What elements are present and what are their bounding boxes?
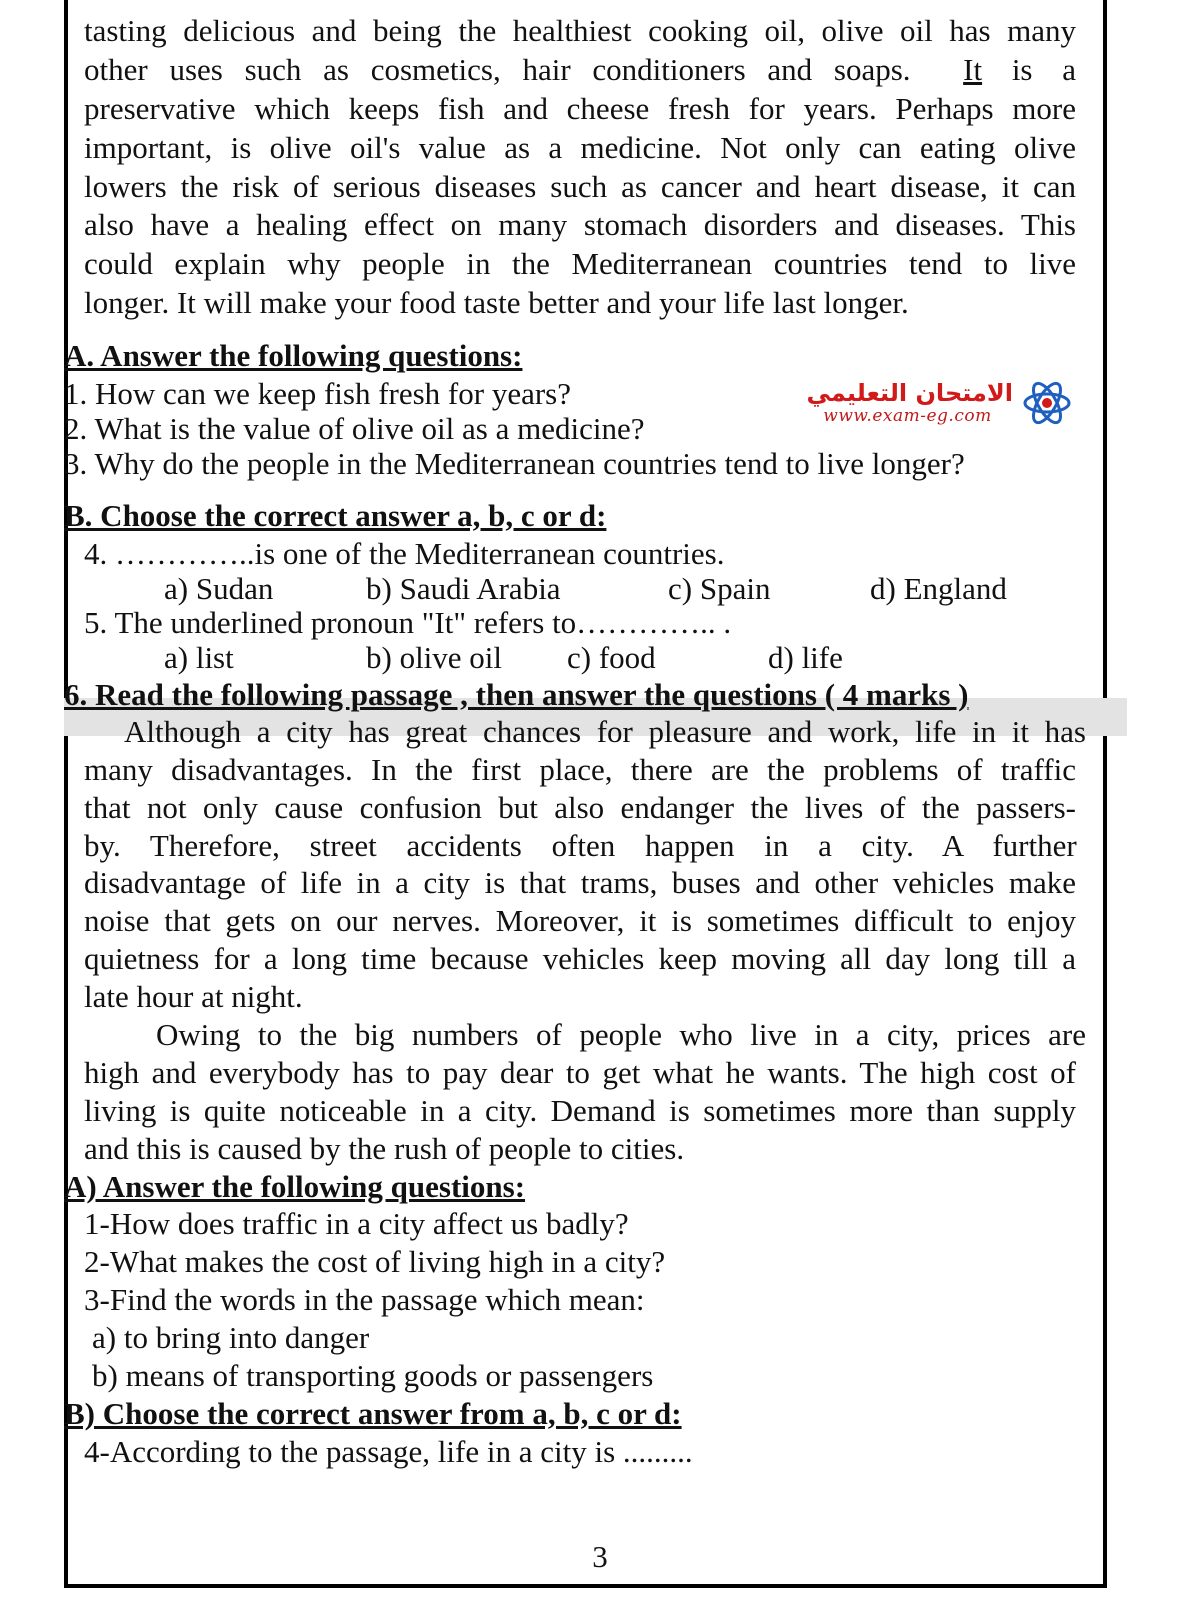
q4-option-b: b) Saudi Arabia xyxy=(366,571,561,606)
logo-arabic-text: الامتحان التعليمي xyxy=(806,379,1013,407)
q4-option-d: d) England xyxy=(870,571,1007,606)
passage-line-start: other uses such as cosmetics, hair conditioners and soaps. xyxy=(84,52,911,87)
passage-line: also have a healing effect on many stomach disorders and diseases. This xyxy=(84,207,1076,242)
passage-line-tail: is a xyxy=(1011,52,1076,87)
passage-line: lowers the risk of serious diseases such as cancer and heart disease, it can xyxy=(84,169,1076,204)
q5-option-b: b) olive oil xyxy=(366,640,503,675)
section-6a-item: b) means of transporting goods or passengers xyxy=(92,1358,654,1393)
logo-url-text: www.exam-eg.com xyxy=(823,406,992,426)
question-5: 5. The underlined pronoun "It" refers to………….. . xyxy=(84,605,732,640)
passage-line: Owing to the big numbers of people who live in a city, prices are xyxy=(156,1017,1086,1052)
section-6a-heading: A) Answer the following questions: xyxy=(64,1169,526,1204)
question-4: 4. …………..is one of the Mediterranean countries. xyxy=(84,536,725,571)
passage-line: important, is olive oil's value as a medicine. Not only can eating olive xyxy=(84,130,1076,165)
passage-line: by. Therefore, street accidents often happen in a city. A further xyxy=(84,828,1077,863)
passage-line: tasting delicious and being the healthiest cooking oil, olive oil has many xyxy=(84,13,1076,48)
passage-line: quietness for a long time because vehicles keep moving all day long till a xyxy=(84,941,1076,976)
page-number: 3 xyxy=(592,1539,608,1574)
question-3: 3. Why do the people in the Mediterranean countries tend to live longer? xyxy=(64,446,965,481)
section-6b-question-4: 4-According to the passage, life in a city is ......... xyxy=(84,1434,693,1469)
passage-line: late hour at night. xyxy=(84,979,303,1014)
passage-line: disadvantage of life in a city is that trams, buses and other vehicles make xyxy=(84,865,1076,900)
atom-logo-icon xyxy=(1022,378,1072,428)
section-6-heading: 6. Read the following passage , then answer the questions ( 4 marks ) xyxy=(64,677,969,712)
section-b-heading: B. Choose the correct answer a, b, c or d: xyxy=(64,498,607,533)
passage-line: living is quite noticeable in a city. Demand is sometimes more than supply xyxy=(84,1093,1076,1128)
passage-line: Although a city has great chances for pleasure and work, life in it has xyxy=(124,714,1086,749)
passage-line: preservative which keeps fish and cheese fresh for years. Perhaps more xyxy=(84,91,1076,126)
site-logo xyxy=(798,378,1078,436)
passage-line: noise that gets on our nerves. Moreover, it is sometimes difficult to enjoy xyxy=(84,903,1076,938)
passage-line: and this is caused by the rush of people to cities. xyxy=(84,1131,685,1166)
passage-line-end xyxy=(963,51,1076,89)
passage-line: could explain why people in the Mediterranean countries tend to live xyxy=(84,246,1076,281)
section-6b-heading: B) Choose the correct answer from a, b, c or d: xyxy=(64,1396,682,1431)
section-6a-item: 1-How does traffic in a city affect us badly? xyxy=(84,1206,629,1241)
section-6a-item: a) to bring into danger xyxy=(92,1320,370,1355)
q5-option-a: a) list xyxy=(164,640,234,675)
passage-line xyxy=(84,51,1076,89)
question-1: 1. How can we keep fish fresh for years? xyxy=(64,376,571,411)
section-6a-item: 2-What makes the cost of living high in a city? xyxy=(84,1244,666,1279)
section-a-heading: A. Answer the following questions: xyxy=(64,338,523,373)
passage-line: longer. It will make your food taste better and your life last longer. xyxy=(84,285,909,320)
q5-option-c: c) food xyxy=(567,640,656,675)
underlined-pronoun: It xyxy=(963,52,983,87)
passage-line: high and everybody has to pay dear to get what he wants. The high cost of xyxy=(84,1055,1076,1090)
question-2: 2. What is the value of olive oil as a medicine? xyxy=(64,411,645,446)
passage-line: that not only cause confusion but also endanger the lives of the passers- xyxy=(84,790,1076,825)
q4-option-c: c) Spain xyxy=(668,571,771,606)
q5-option-d: d) life xyxy=(768,640,843,675)
q4-option-a: a) Sudan xyxy=(164,571,274,606)
section-6a-item: 3-Find the words in the passage which mean: xyxy=(84,1282,645,1317)
passage-line: many disadvantages. In the first place, there are the problems of traffic xyxy=(84,752,1076,787)
